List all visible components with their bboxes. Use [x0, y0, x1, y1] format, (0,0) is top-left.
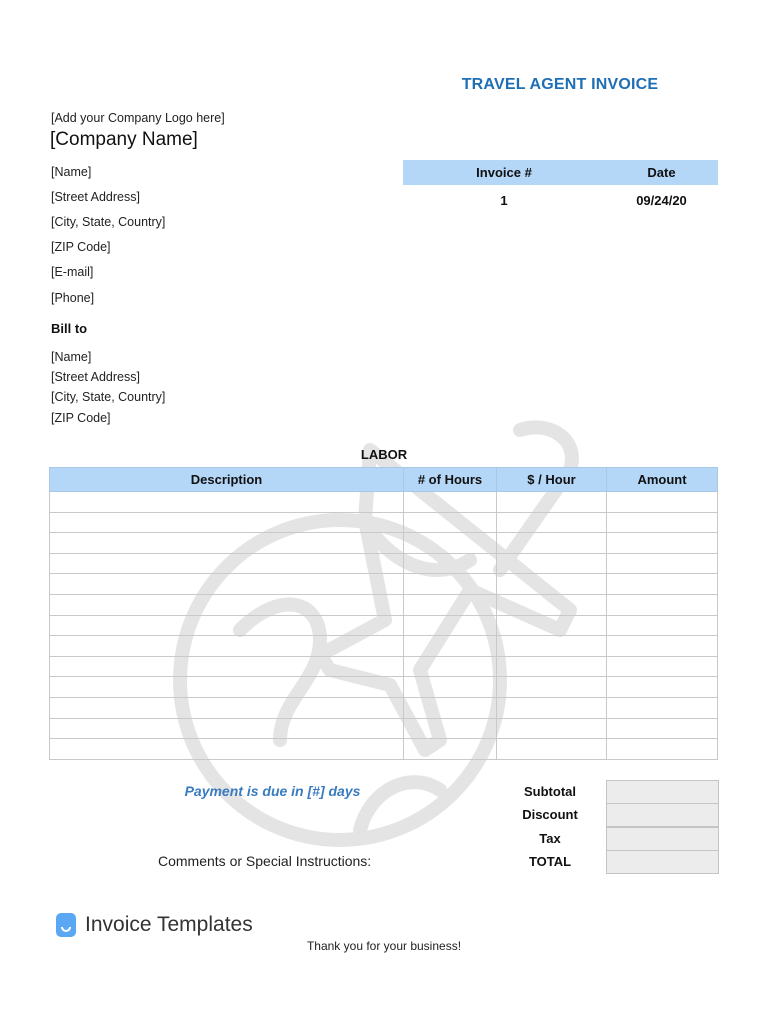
- sender-phone: [Phone]: [51, 291, 95, 305]
- amount-cell[interactable]: [607, 574, 718, 595]
- rate-cell[interactable]: [497, 739, 607, 760]
- description-cell[interactable]: [50, 492, 404, 513]
- invoice-number-label: Invoice #: [476, 165, 532, 180]
- hours-cell[interactable]: [404, 553, 497, 574]
- bill-to-zip: [ZIP Code]: [51, 411, 111, 425]
- rate-cell[interactable]: [497, 574, 607, 595]
- description-cell[interactable]: [50, 512, 404, 533]
- hours-cell[interactable]: [404, 656, 497, 677]
- labor-row: [50, 615, 718, 636]
- sender-email: [E-mail]: [51, 265, 94, 279]
- amount-cell[interactable]: [607, 594, 718, 615]
- rate-cell[interactable]: [497, 512, 607, 533]
- rate-cell[interactable]: [497, 533, 607, 554]
- logo-placeholder: [Add your Company Logo here]: [51, 111, 225, 125]
- sender-name: [Name]: [51, 165, 92, 179]
- rate-cell[interactable]: [497, 594, 607, 615]
- amount-cell[interactable]: [607, 718, 718, 739]
- subtotal-label: Subtotal: [524, 784, 576, 799]
- labor-row: [50, 574, 718, 595]
- amount-cell[interactable]: [607, 739, 718, 760]
- hours-cell[interactable]: [404, 574, 497, 595]
- amount-cell[interactable]: [607, 697, 718, 718]
- description-cell[interactable]: [50, 739, 404, 760]
- invoice-date-label: Date: [647, 165, 676, 180]
- total-label: TOTAL: [528, 854, 572, 869]
- hours-cell[interactable]: [404, 594, 497, 615]
- column-amount: Amount: [607, 468, 718, 492]
- bill-to-city: [City, State, Country]: [51, 390, 166, 404]
- labor-row: [50, 636, 718, 657]
- hours-cell[interactable]: [404, 636, 497, 657]
- amount-cell[interactable]: [607, 656, 718, 677]
- labor-section-title: LABOR: [360, 447, 408, 462]
- labor-row: [50, 594, 718, 615]
- subtotal-field[interactable]: [606, 780, 719, 804]
- description-cell[interactable]: [50, 636, 404, 657]
- amount-cell[interactable]: [607, 533, 718, 554]
- hours-cell[interactable]: [404, 739, 497, 760]
- description-cell[interactable]: [50, 697, 404, 718]
- company-name: [Company Name]: [50, 129, 198, 150]
- hours-cell[interactable]: [404, 718, 497, 739]
- rate-cell[interactable]: [497, 636, 607, 657]
- total-field[interactable]: [606, 850, 719, 874]
- amount-cell[interactable]: [607, 553, 718, 574]
- tax-field[interactable]: [606, 827, 719, 851]
- column-description: Description: [50, 468, 404, 492]
- brand-name: Invoice Templates: [85, 913, 253, 936]
- labor-rows: [50, 492, 718, 760]
- description-cell[interactable]: [50, 615, 404, 636]
- bill-to-street: [Street Address]: [51, 370, 140, 384]
- description-cell[interactable]: [50, 718, 404, 739]
- labor-row: [50, 512, 718, 533]
- labor-row: [50, 697, 718, 718]
- bill-to-name: [Name]: [51, 350, 92, 364]
- labor-row: [50, 492, 718, 513]
- comments-label: Comments or Special Instructions:: [158, 853, 372, 869]
- column-hours: # of Hours: [404, 468, 497, 492]
- labor-row: [50, 718, 718, 739]
- amount-cell[interactable]: [607, 512, 718, 533]
- description-cell[interactable]: [50, 553, 404, 574]
- description-cell[interactable]: [50, 574, 404, 595]
- invoice-title: TRAVEL AGENT INVOICE: [461, 76, 659, 93]
- rate-cell[interactable]: [497, 492, 607, 513]
- hours-cell[interactable]: [404, 697, 497, 718]
- hours-cell[interactable]: [404, 492, 497, 513]
- hours-cell[interactable]: [404, 615, 497, 636]
- invoice-templates-logo-icon: [56, 913, 76, 937]
- tax-label: Tax: [539, 831, 561, 846]
- discount-field[interactable]: [606, 803, 719, 827]
- description-cell[interactable]: [50, 677, 404, 698]
- rate-cell[interactable]: [497, 718, 607, 739]
- amount-cell[interactable]: [607, 492, 718, 513]
- labor-row: [50, 533, 718, 554]
- labor-row: [50, 553, 718, 574]
- rate-cell[interactable]: [497, 615, 607, 636]
- discount-label: Discount: [522, 807, 578, 822]
- invoice-date-value[interactable]: 09/24/20: [636, 193, 687, 208]
- description-cell[interactable]: [50, 533, 404, 554]
- labor-row: [50, 739, 718, 760]
- rate-cell[interactable]: [497, 677, 607, 698]
- labor-row: [50, 656, 718, 677]
- labor-row: [50, 677, 718, 698]
- amount-cell[interactable]: [607, 677, 718, 698]
- sender-street: [Street Address]: [51, 190, 140, 204]
- amount-cell[interactable]: [607, 636, 718, 657]
- labor-header-row: [50, 468, 718, 492]
- rate-cell[interactable]: [497, 553, 607, 574]
- description-cell[interactable]: [50, 656, 404, 677]
- sender-city: [City, State, Country]: [51, 215, 166, 229]
- brand-logo: [56, 913, 253, 937]
- payment-terms: Payment is due in [#] days: [184, 783, 361, 799]
- hours-cell[interactable]: [404, 677, 497, 698]
- description-cell[interactable]: [50, 594, 404, 615]
- invoice-meta-header: [403, 160, 718, 185]
- rate-cell[interactable]: [497, 656, 607, 677]
- thank-you-note: Thank you for your business!: [306, 939, 462, 953]
- labor-table: [49, 467, 718, 760]
- amount-cell[interactable]: [607, 615, 718, 636]
- column-rate: $ / Hour: [497, 468, 607, 492]
- sender-zip: [ZIP Code]: [51, 240, 111, 254]
- invoice-number-value[interactable]: 1: [500, 193, 508, 208]
- hours-cell[interactable]: [404, 533, 497, 554]
- rate-cell[interactable]: [497, 697, 607, 718]
- hours-cell[interactable]: [404, 512, 497, 533]
- bill-to-label: Bill to: [51, 321, 88, 336]
